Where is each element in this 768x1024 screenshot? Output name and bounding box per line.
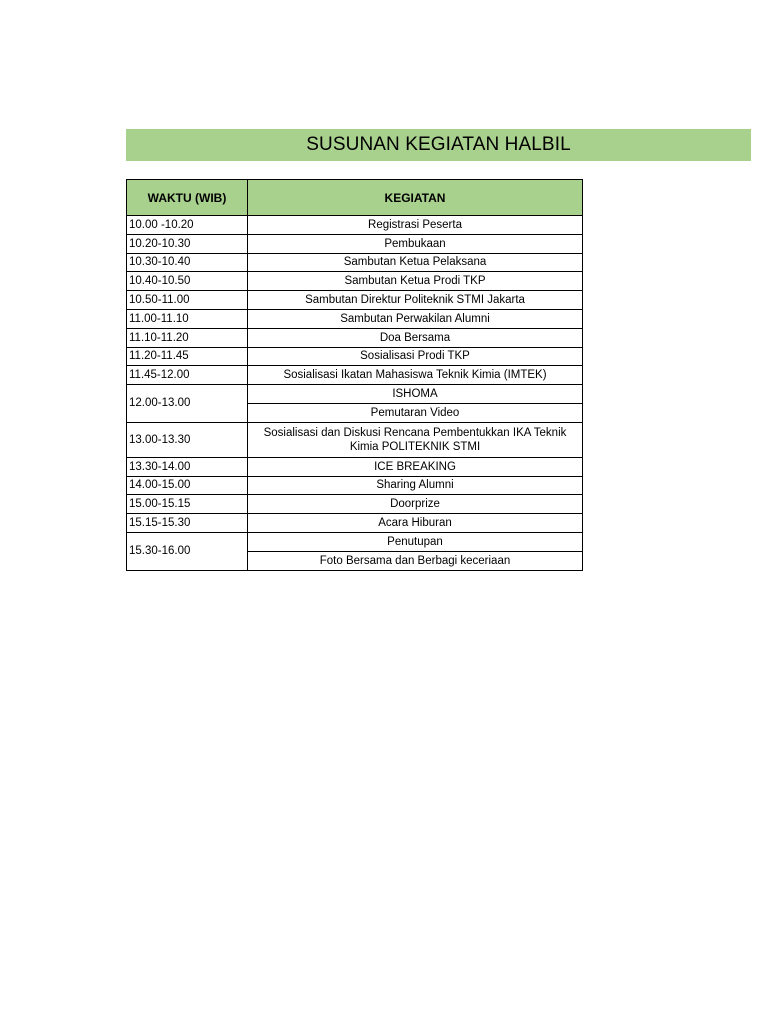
activity-cell: Acara Hiburan	[248, 514, 583, 533]
time-cell: 11.20-11.45	[127, 347, 248, 366]
table-row	[127, 457, 583, 476]
activity-cell: ISHOMA	[248, 385, 583, 404]
table-row	[127, 309, 583, 328]
table-row	[127, 476, 583, 495]
time-cell: 10.40-10.50	[127, 272, 248, 291]
table-row	[127, 253, 583, 272]
schedule-table	[126, 179, 583, 571]
table-row	[127, 385, 583, 404]
schedule-body	[127, 216, 583, 571]
table-header-row	[127, 180, 583, 216]
table-row	[127, 532, 583, 551]
activity-cell: Pemutaran Video	[248, 403, 583, 422]
time-cell: 15.00-15.15	[127, 495, 248, 514]
activity-cell: Pembukaan	[248, 234, 583, 253]
time-cell: 13.00-13.30	[127, 422, 248, 457]
time-cell: 15.30-16.00	[127, 532, 248, 570]
table-row	[127, 272, 583, 291]
activity-cell: Sosialisasi Prodi TKP	[248, 347, 583, 366]
column-header-activity: KEGIATAN	[248, 180, 583, 216]
time-cell: 15.15-15.30	[127, 514, 248, 533]
activity-cell: Foto Bersama dan Berbagi keceriaan	[248, 551, 583, 570]
time-cell: 11.00-11.10	[127, 309, 248, 328]
table-row	[127, 234, 583, 253]
column-header-time: WAKTU (WIB)	[127, 180, 248, 216]
table-row	[127, 347, 583, 366]
table-row	[127, 422, 583, 457]
time-cell: 14.00-15.00	[127, 476, 248, 495]
table-row	[127, 495, 583, 514]
activity-cell: Doa Bersama	[248, 328, 583, 347]
time-cell: 10.50-11.00	[127, 291, 248, 310]
table-row	[127, 291, 583, 310]
activity-cell: Sambutan Ketua Pelaksana	[248, 253, 583, 272]
activity-cell: Sosialisasi dan Diskusi Rencana Pembentukkan IKA Teknik Kimia POLITEKNIK STMI	[248, 422, 583, 457]
activity-cell: Penutupan	[248, 532, 583, 551]
time-cell: 10.20-10.30	[127, 234, 248, 253]
activity-cell: Sambutan Direktur Politeknik STMI Jakarta	[248, 291, 583, 310]
table-row	[127, 366, 583, 385]
activity-cell: Sosialisasi Ikatan Mahasiswa Teknik Kimia (IMTEK)	[248, 366, 583, 385]
time-cell: 13.30-14.00	[127, 457, 248, 476]
time-cell: 10.00 -10.20	[127, 216, 248, 235]
activity-cell: Sharing Alumni	[248, 476, 583, 495]
activity-cell: ICE BREAKING	[248, 457, 583, 476]
activity-cell: Sambutan Perwakilan Alumni	[248, 309, 583, 328]
time-cell: 10.30-10.40	[127, 253, 248, 272]
table-row	[127, 328, 583, 347]
page-title: SUSUNAN KEGIATAN HALBIL	[126, 129, 751, 161]
time-cell: 12.00-13.00	[127, 385, 248, 423]
activity-cell: Registrasi Peserta	[248, 216, 583, 235]
time-cell: 11.45-12.00	[127, 366, 248, 385]
table-row	[127, 216, 583, 235]
activity-cell: Sambutan Ketua Prodi TKP	[248, 272, 583, 291]
activity-cell: Doorprize	[248, 495, 583, 514]
table-row	[127, 514, 583, 533]
time-cell: 11.10-11.20	[127, 328, 248, 347]
